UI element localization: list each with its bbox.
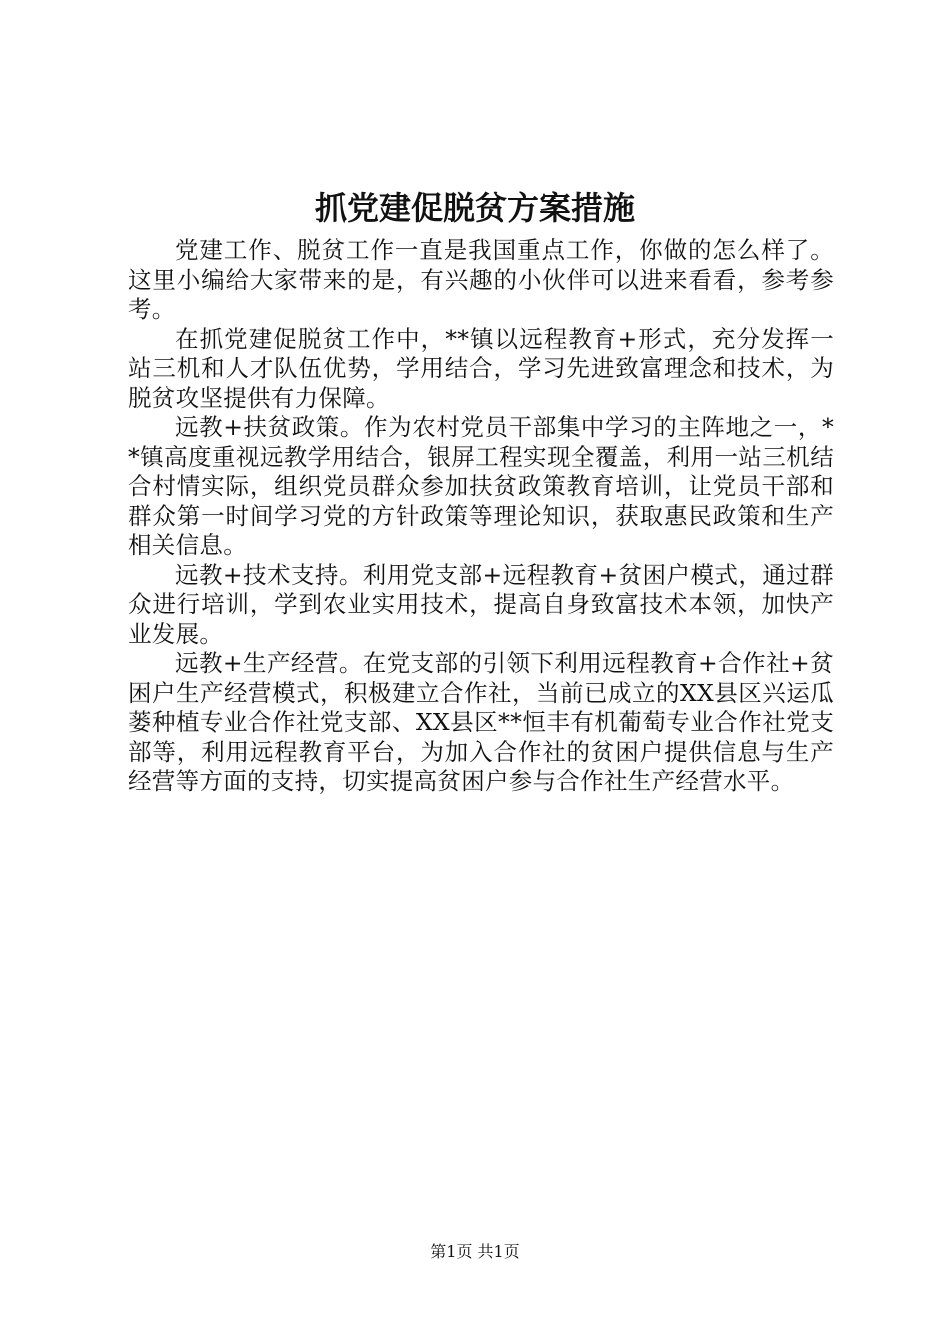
document-body bbox=[128, 236, 834, 797]
paragraph-production: 远教+生产经营。在党支部的引领下利用远程教育+合作社+贫困户生产经营模式，积极建立合作社，当前已成立的XX县区兴运瓜蒌种植专业合作社党支部、XX县区**恒丰有机葡萄专业合作社党支部等，利用远程教育平台，为加入合作社的贫困户提供信息与生产经营等方面的支持，切实提高贫困户参与合作社生产经营水平。 bbox=[128, 649, 834, 795]
paragraph-policy: 远教+扶贫政策。作为农村党员干部集中学习的主阵地之一，**镇高度重视远教学用结合，银屏工程实现全覆盖，利用一站三机结合村情实际，组织党员群众参加扶贫政策教育培训，让党员干部和群众第一时间学习党的方针政策等理论知识，获取惠民政策和生产相关信息。 bbox=[128, 413, 834, 559]
document-title: 抓党建促脱贫方案措施 bbox=[314, 189, 635, 227]
paragraph-overview: 在抓党建促脱贫工作中，**镇以远程教育+形式，充分发挥一站三机和人才队伍优势，学用结合，学习先进致富理念和技术，为脱贫攻坚提供有力保障。 bbox=[128, 324, 834, 412]
paragraph-technical-support: 远教+技术支持。利用党支部+远程教育+贫困户模式，通过群众进行培训，学到农业实用技术，提高自身致富技术本领，加快产业发展。 bbox=[128, 560, 834, 648]
paragraph-intro: 党建工作、脱贫工作一直是我国重点工作，你做的怎么样了。这里小编给大家带来的是，有兴趣的小伙伴可以进来看看，参考参考。 bbox=[128, 236, 834, 323]
page-footer: 第1页 共1页 bbox=[430, 1242, 520, 1261]
